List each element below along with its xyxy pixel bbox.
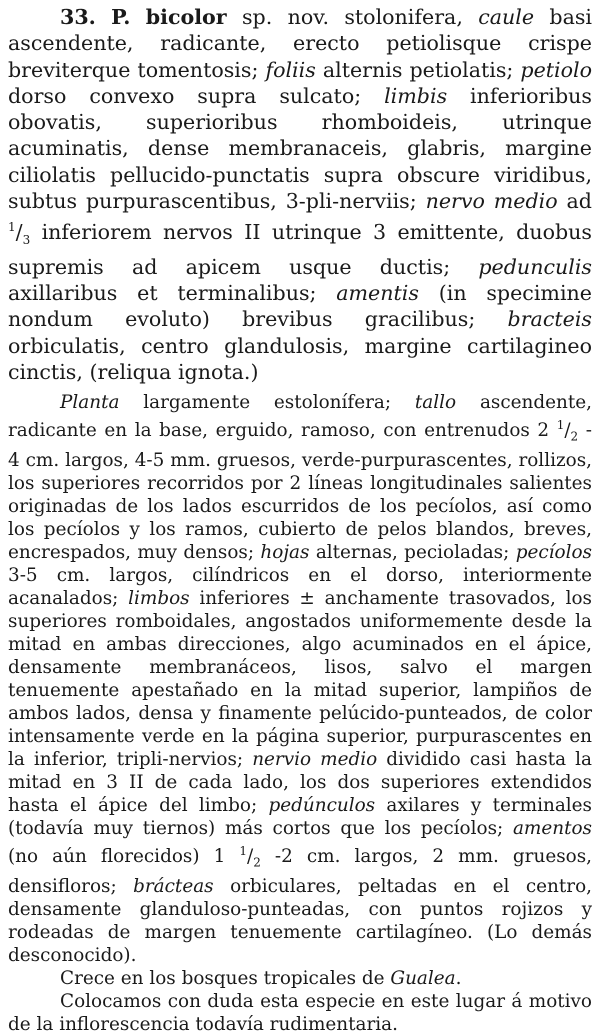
spanish-text: - 4 cm. largos, 4-5 mm. gruesos, verde-purpurascentes, rollizos, los superiores recorridos por 2 líneas longitudinales salientes originadas de los lados escurridos de los pecíolos, así como los pecíolos y los ramos, cubierto de pelos blandos, breves, encrespados, muy densos; <box>8 420 592 563</box>
latin-text: alternis petiolatis; <box>315 57 521 82</box>
note-paragraph: Colocamos con duda esta especie en este lugar á motivo de la inflorescencia todavía rudimentaria. <box>8 990 592 1035</box>
latin-term: nervo medio <box>425 189 558 214</box>
spanish-text: ascendente, radicante en la base, erguido, ramoso, con entrenudos 2 <box>8 392 592 442</box>
spanish-term: amentos <box>512 817 592 839</box>
latin-term: foliis <box>265 57 316 82</box>
fraction-denominator: 2 <box>253 855 261 870</box>
latin-text: sp. nov. stolonifera, <box>226 5 479 29</box>
habitat-paragraph <box>8 967 592 990</box>
spanish-term: tallo <box>414 392 457 414</box>
spanish-text: orbiculares, peltadas en el centro, densamente glanduloso-punteadas, con puntos rojizos y rodeadas de margen tenuemente cartilagíneo. (Lo demás desconocido). <box>8 875 592 966</box>
spanish-text: axilares y terminales (todavía muy tiernos) más cortos que los pecíolos; <box>8 794 592 839</box>
latin-text: basi ascendente, radicante, erecto petiolisque crispe breviterque tomentosis; <box>8 5 593 82</box>
species-number: 33. <box>60 5 96 29</box>
latin-term: caule <box>478 5 535 29</box>
spanish-term: nervio medio <box>252 748 378 770</box>
spanish-term: brácteas <box>133 875 214 897</box>
spanish-term: pedúnculos <box>268 794 376 816</box>
spanish-description <box>8 391 592 967</box>
fraction: $^1/_2$ <box>556 418 579 444</box>
spanish-term: limbos <box>128 587 190 609</box>
latin-term: petiolo <box>520 57 593 82</box>
fraction-denominator: 3 <box>22 233 31 248</box>
spanish-text: inferiores ± anchamente trasovados, los superiores romboidales, angostados uniformemente desde la mitad en ambas direcciones, algo acuminados en el ápice, densamente membranáceos, lisos, salvo el margen tenuemente apestañado en la mitad superior, lampiños de ambos lados, densa y finamente pelúcido-punteados, de color intensamente verde en la página superior, purpurascentes en la inferior, tripli-nervios; <box>8 587 592 770</box>
latin-text: inferioribus obovatis, superioribus rhomboideis, utrinque acuminatis, dense membranaceis, glabris, margine ciliolatis pellucido-punctatis supra obscure viridibus, subtus purpurascentibus, 3-pli-nerviis; <box>8 83 592 214</box>
spanish-text: dividido casi hasta la mitad en 3 II de cada lado, los dos superiores extendidos hasta el ápice del limbo; <box>8 748 592 816</box>
latin-text: (in specimine nondum evoluto) brevibus gracilibus; <box>8 280 592 332</box>
fraction: $^1/_3$ <box>8 220 31 248</box>
species-epithet: bicolor <box>145 5 227 29</box>
habitat-text: . <box>455 967 462 989</box>
spanish-text: 3-5 cm. largos, cilíndricos en el dorso, interiormente acanalados; <box>8 564 592 609</box>
spanish-term: pecíolos <box>515 541 592 563</box>
latin-text: axillaribus et terminalibus; <box>8 280 337 305</box>
latin-text: ad <box>557 189 592 214</box>
spanish-term: Planta <box>60 392 120 414</box>
fraction-numerator: 1 <box>8 220 16 235</box>
habitat-place: Gualea <box>390 967 456 989</box>
habitat-text: Crece en los bosques tropicales de <box>60 967 391 989</box>
spanish-text: alternas, pecioladas; <box>309 541 516 563</box>
latin-description <box>8 4 592 385</box>
fraction-numerator: 1 <box>556 418 565 433</box>
fraction: $^1/_2$ <box>239 843 261 870</box>
spanish-term: hojas <box>260 541 310 563</box>
spanish-text: -2 cm. largos, 2 mm. gruesos, densifloros; <box>8 846 592 897</box>
spanish-text: (no aún florecidos) 1 <box>8 846 240 868</box>
genus-abbrev: P. <box>111 5 131 29</box>
spanish-text: largamente estolonífera; <box>119 392 415 414</box>
latin-text: orbiculatis, centro glandulosis, margine cartilagineo cinctis, (reliqua ignota.) <box>8 333 592 384</box>
latin-text: dorso convexo supra sulcato; <box>8 83 385 108</box>
latin-term: amentis <box>336 280 419 305</box>
fraction-denominator: 2 <box>570 429 579 444</box>
latin-term: bracteis <box>507 307 592 332</box>
fraction-numerator: 1 <box>239 843 247 858</box>
latin-text: inferiorem nervos II utrinque 3 emittente, duobus supremis ad apicem usque ductis; <box>8 220 592 279</box>
latin-term: limbis <box>384 83 448 108</box>
latin-term: pedunculis <box>478 254 592 279</box>
